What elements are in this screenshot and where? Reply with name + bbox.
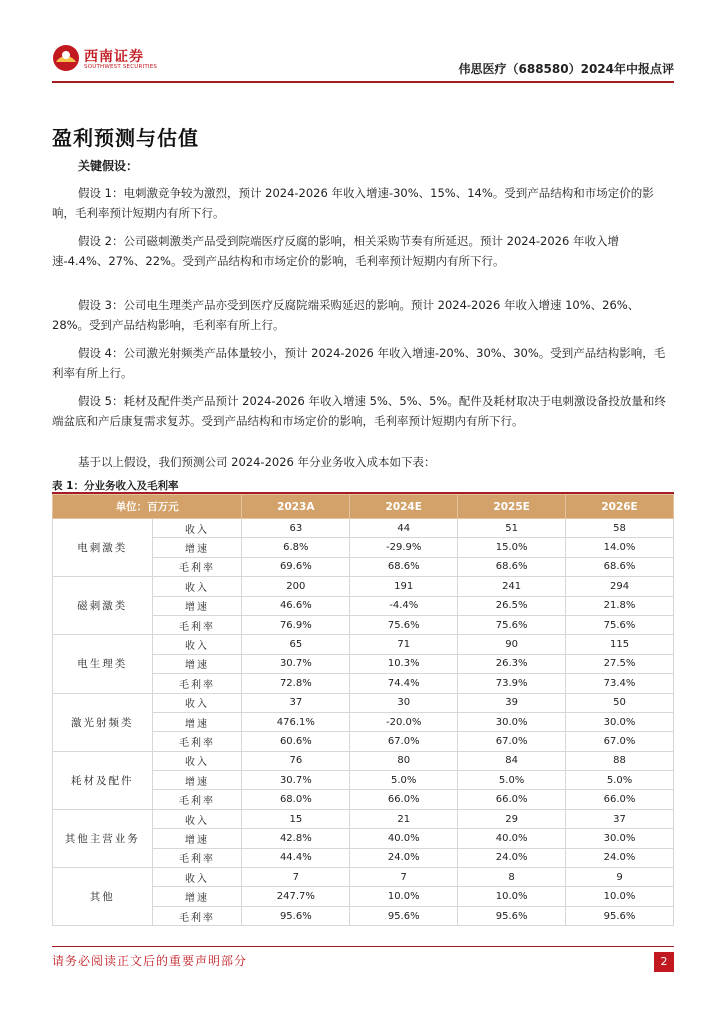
cell-value: 68.6% [350,557,458,576]
metric-label: 增速 [152,887,242,906]
cell-value: 58 [566,519,674,538]
cell-value: 10.3% [350,654,458,673]
cell-value: 30.0% [458,712,566,731]
cell-value: 27.5% [566,654,674,673]
metric-label: 收入 [152,519,242,538]
cell-value: 37 [566,809,674,828]
metric-label: 毛利率 [152,790,242,809]
footer-disclaimer: 请务必阅读正文后的重要声明部分 [52,954,248,968]
logo-text-cn: 西南证券 [84,49,144,65]
table-row [53,868,674,887]
cell-value: 5.0% [566,771,674,790]
paragraph-text: 假设 1：电刺激竞争较为激烈，预计 2024-2026 年收入增速-30%、15%、14%。受到产品结构和市场定价的影响，毛利率预计短期内有所下行。 [52,186,654,220]
cell-value: 44.4% [242,848,350,867]
header-2023a: 2023A [242,495,350,519]
cell-value: 39 [458,693,566,712]
header-unit: 单位：百万元 [53,495,242,519]
cell-value: 26.3% [458,654,566,673]
cell-value: 30.7% [242,654,350,673]
segment-name: 磁刺激类 [53,577,153,635]
cell-value: -20.0% [350,712,458,731]
southwest-securities-logo-icon [52,44,80,72]
cell-value: 24.0% [458,848,566,867]
assumption-paragraph-1 [52,183,674,223]
metric-label: 毛利率 [152,906,242,925]
cell-value: 24.0% [566,848,674,867]
table-row [53,693,674,712]
cell-value: 44 [350,519,458,538]
cell-value: 69.6% [242,557,350,576]
cell-value: 65 [242,635,350,654]
cell-value: 9 [566,868,674,887]
cell-value: 191 [350,577,458,596]
cell-value: 30.0% [566,829,674,848]
cell-value: 67.0% [566,732,674,751]
table-row [53,751,674,770]
cell-value: 84 [458,751,566,770]
metric-label: 收入 [152,751,242,770]
cell-value: 75.6% [458,615,566,634]
cell-value: 294 [566,577,674,596]
cell-value: 80 [350,751,458,770]
cell-value: 68.6% [458,557,566,576]
cell-value: 200 [242,577,350,596]
cell-value: 60.6% [242,732,350,751]
cell-value: 46.6% [242,596,350,615]
cell-value: 15.0% [458,538,566,557]
cell-value: 24.0% [350,848,458,867]
segment-name: 电刺激类 [53,519,153,577]
table-row [53,519,674,538]
header-2025e: 2025E [458,495,566,519]
cell-value: -4.4% [350,596,458,615]
cell-value: 5.0% [458,771,566,790]
section-subtitle: 关键假设： [78,159,139,173]
cell-value: 14.0% [566,538,674,557]
summary-paragraph [52,452,674,472]
segment-name: 激光射频类 [53,693,153,751]
header-2026e: 2026E [566,495,674,519]
assumption-paragraph-2 [52,231,674,271]
cell-value: 66.0% [458,790,566,809]
cell-value: 247.7% [242,887,350,906]
cell-value: 67.0% [458,732,566,751]
revenue-margin-table [52,494,674,926]
company-logo [52,40,162,78]
cell-value: 40.0% [350,829,458,848]
table-header-row [53,495,674,519]
cell-value: 29 [458,809,566,828]
metric-label: 收入 [152,868,242,887]
cell-value: 76 [242,751,350,770]
report-title: 伟思医疗（688580）2024年中报点评 [458,62,674,76]
cell-value: 75.6% [566,615,674,634]
cell-value: 95.6% [350,906,458,925]
cell-value: 76.9% [242,615,350,634]
paragraph-text: 假设 2：公司磁刺激类产品受到院端医疗反腐的影响，相关采购节奏有所延迟。预计 2024-2026 年收入增速-4.4%、27%、22%。受到产品结构和市场定价的影响，毛利率预计短期内有所下行。 [52,234,619,268]
cell-value: 42.8% [242,829,350,848]
paragraph-text: 假设 4：公司激光射频类产品体量较小，预计 2024-2026 年收入增速-20%、30%、30%。受到产品结构影响，毛利率有所上行。 [52,346,666,380]
cell-value: 95.6% [566,906,674,925]
page-number: 2 [654,952,674,972]
section-title: 盈利预测与估值 [52,126,199,150]
assumption-paragraph-4 [52,343,674,383]
cell-value: 6.8% [242,538,350,557]
assumption-paragraph-3 [52,295,674,335]
cell-value: 241 [458,577,566,596]
cell-value: 26.5% [458,596,566,615]
cell-value: 68.6% [566,557,674,576]
metric-label: 收入 [152,577,242,596]
table-caption: 表 1：分业务收入及毛利率 [52,480,179,492]
metric-label: 毛利率 [152,615,242,634]
cell-value: -29.9% [350,538,458,557]
cell-value: 21.8% [566,596,674,615]
table-row [53,809,674,828]
metric-label: 增速 [152,712,242,731]
metric-label: 毛利率 [152,674,242,693]
cell-value: 7 [242,868,350,887]
page-header [52,40,674,82]
segment-name: 其他主营业务 [53,809,153,867]
table-row [53,635,674,654]
cell-value: 21 [350,809,458,828]
cell-value: 8 [458,868,566,887]
assumption-paragraph-5 [52,391,674,431]
segment-name: 电生理类 [53,635,153,693]
metric-label: 毛利率 [152,848,242,867]
cell-value: 476.1% [242,712,350,731]
cell-value: 66.0% [566,790,674,809]
cell-value: 71 [350,635,458,654]
cell-value: 51 [458,519,566,538]
header-2024e: 2024E [350,495,458,519]
cell-value: 15 [242,809,350,828]
segment-name: 其他 [53,868,153,926]
cell-value: 10.0% [350,887,458,906]
segment-name: 耗材及配件 [53,751,153,809]
cell-value: 74.4% [350,674,458,693]
cell-value: 95.6% [458,906,566,925]
metric-label: 增速 [152,538,242,557]
cell-value: 90 [458,635,566,654]
cell-value: 30.0% [566,712,674,731]
cell-value: 63 [242,519,350,538]
cell-value: 30 [350,693,458,712]
metric-label: 增速 [152,654,242,673]
metric-label: 增速 [152,771,242,790]
cell-value: 50 [566,693,674,712]
cell-value: 10.0% [566,887,674,906]
metric-label: 收入 [152,635,242,654]
cell-value: 10.0% [458,887,566,906]
logo-text-en: SOUTHWEST SECURITIES [84,64,158,70]
cell-value: 88 [566,751,674,770]
metric-label: 毛利率 [152,732,242,751]
cell-value: 67.0% [350,732,458,751]
paragraph-text: 基于以上假设，我们预测公司 2024-2026 年分业务收入成本如下表： [78,455,436,469]
cell-value: 7 [350,868,458,887]
paragraph-text: 假设 3：公司电生理类产品亦受到医疗反腐院端采购延迟的影响。预计 2024-2026 年收入增速 10%、26%、28%。受到产品结构影响，毛利率有所上行。 [52,298,640,332]
cell-value: 95.6% [242,906,350,925]
cell-value: 37 [242,693,350,712]
cell-value: 40.0% [458,829,566,848]
cell-value: 68.0% [242,790,350,809]
metric-label: 毛利率 [152,557,242,576]
cell-value: 115 [566,635,674,654]
metric-label: 收入 [152,809,242,828]
cell-value: 72.8% [242,674,350,693]
paragraph-text: 假设 5：耗材及配件类产品预计 2024-2026 年收入增速 5%、5%、5%。配件及耗材取决于电刺激设备投放量和终端盆底和产后康复需求复苏。受到产品结构和市场定价的影响，毛利率预计短期内有所下行。 [52,394,666,428]
footer-divider [52,946,674,947]
cell-value: 30.7% [242,771,350,790]
cell-value: 73.4% [566,674,674,693]
cell-value: 75.6% [350,615,458,634]
table-row [53,577,674,596]
cell-value: 5.0% [350,771,458,790]
metric-label: 增速 [152,829,242,848]
metric-label: 增速 [152,596,242,615]
cell-value: 73.9% [458,674,566,693]
header-divider [52,81,674,83]
cell-value: 66.0% [350,790,458,809]
metric-label: 收入 [152,693,242,712]
